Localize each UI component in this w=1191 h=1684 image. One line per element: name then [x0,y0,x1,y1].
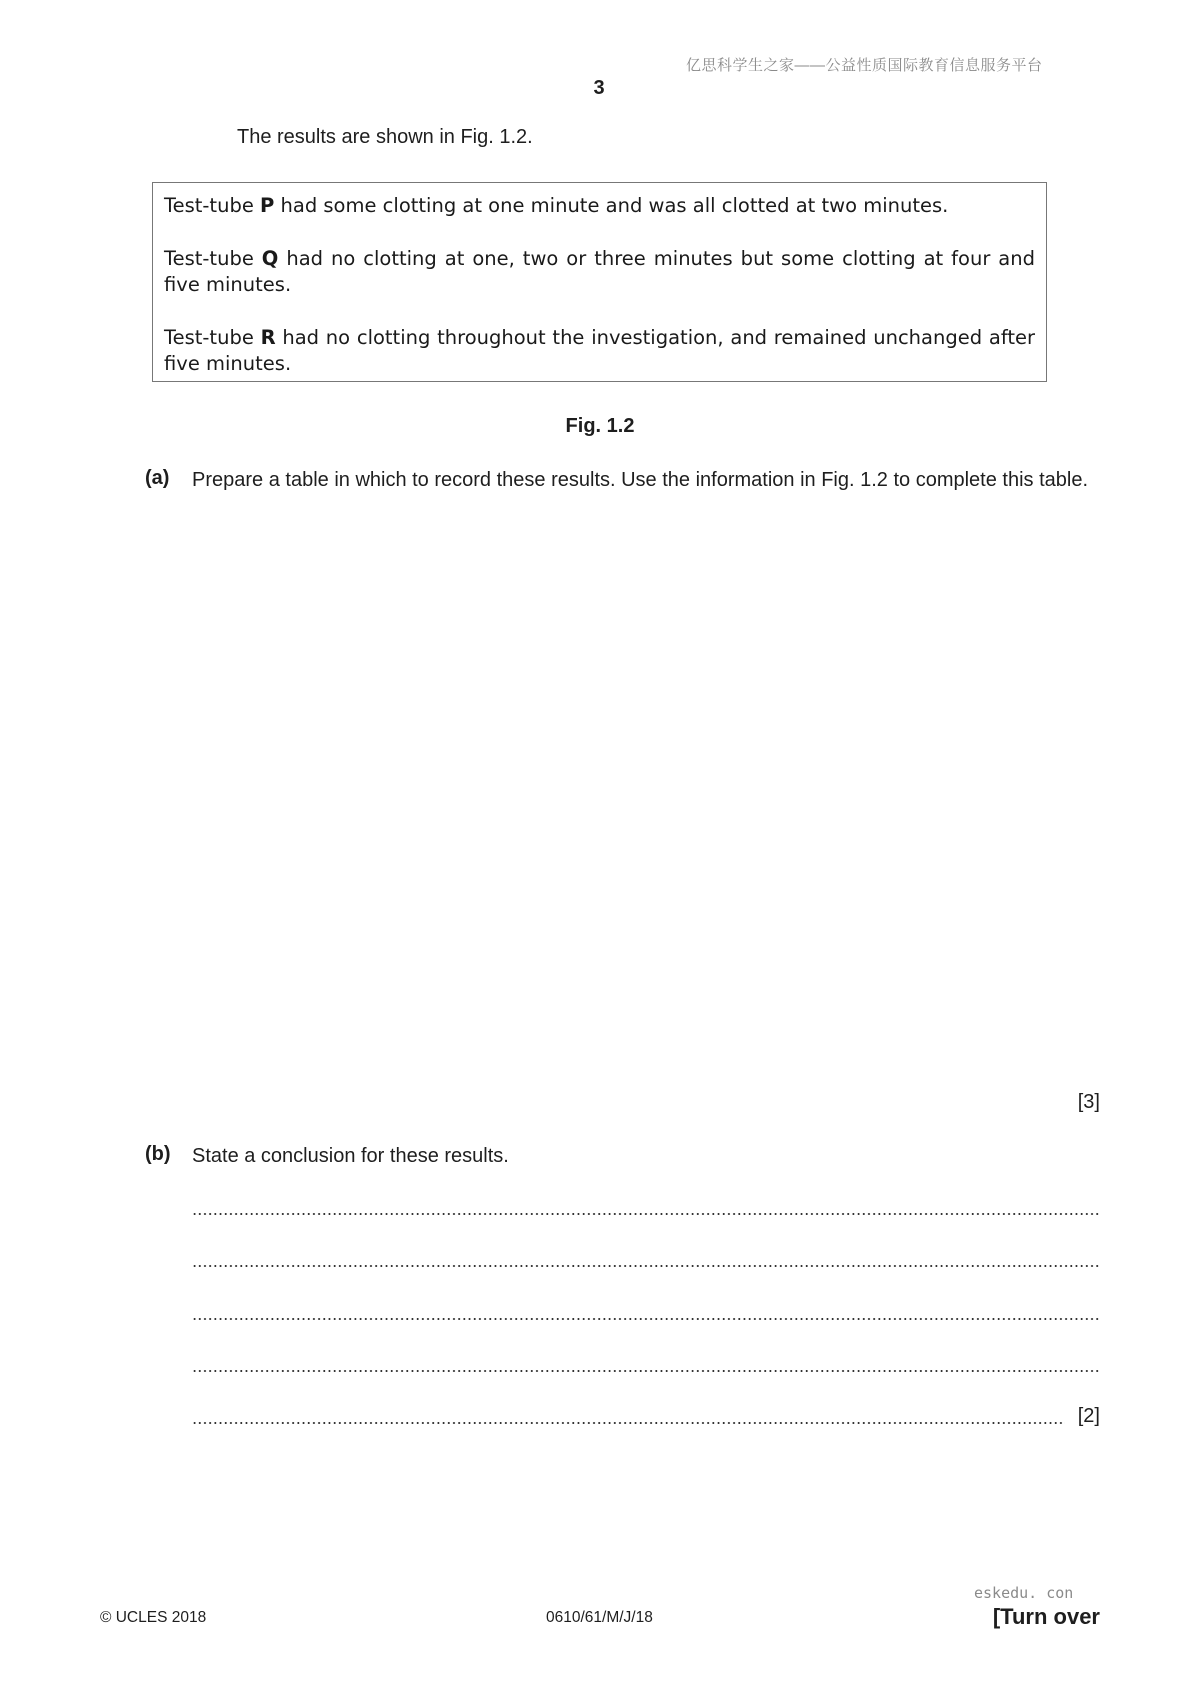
answer-line[interactable] [192,1369,1100,1373]
answer-line[interactable] [192,1421,1065,1425]
question-a-marks: [3] [1077,1091,1100,1113]
table-answer-space[interactable] [192,530,1100,1070]
figure-line-q: Test-tube Q had no clotting at one, two or three minutes but some clotting at four and five minutes. [164,247,1035,296]
answer-line[interactable] [192,1264,1100,1268]
question-a-label: (a) [145,467,170,489]
question-b-text: State a conclusion for these results. [192,1145,509,1167]
footer-paper-code: 0610/61/M/J/18 [546,1609,653,1626]
footer-watermark: eskedu. con [974,1584,1074,1602]
question-b-label: (b) [145,1143,171,1165]
page-number: 3 [593,77,605,99]
header-watermark: 亿思科学生之家——公益性质国际教育信息服务平台 [686,57,1043,74]
figure-line-r: Test-tube R had no clotting throughout the investigation, and remained unchanged after five minutes. [164,326,1035,375]
question-a-text: Prepare a table in which to record these results. Use the information in Fig. 1.2 to complete this table. [192,469,1089,491]
figure-caption: Fig. 1.2 [565,415,635,437]
answer-line[interactable] [192,1212,1100,1216]
turn-over-label: [Turn over [992,1604,1100,1629]
question-b-marks: [2] [1077,1405,1100,1427]
answer-line[interactable] [192,1317,1100,1321]
intro-text: The results are shown in Fig. 1.2. [237,126,533,148]
footer-copyright: © UCLES 2018 [100,1609,207,1626]
figure-line-p: Test-tube P had some clotting at one minute and was all clotted at two minutes. [164,194,949,217]
figure-box [152,182,1047,382]
